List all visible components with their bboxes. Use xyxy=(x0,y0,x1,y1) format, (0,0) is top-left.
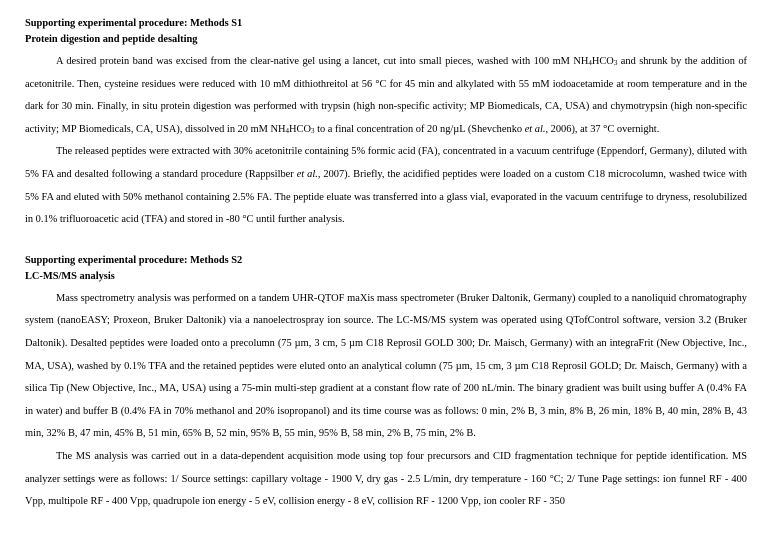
section-spacer xyxy=(25,232,747,253)
paragraph xyxy=(25,141,747,231)
text-run: The released peptides were extracted with 30% acetonitrile containing 5% formic acid (FA), concentrated in a vacuum centrifuge (Eppendorf, Germany), diluted with 5% FA and desalted following a standard procedure (Rappsilber xyxy=(25,146,747,180)
document-page xyxy=(25,16,747,514)
paragraph xyxy=(25,51,747,141)
paragraph: The MS analysis was carried out in a data-dependent acquisition mode using top four precursors and CID fragmentation technique for peptide identification. MS analyzer settings were as follows: 1/ Source settings: capillary voltage - 1900 V, dry gas - 2.5 L/min, dry temperature - 160 °C; 2/ Tune Page settings: ion funnel RF - 400 Vpp, multipole RF - 400 Vpp, quadrupole ion energy - 5 eV, collision energy - 8 eV, collision RF - 1200 Vpp, ion cooler RF - 350 xyxy=(25,450,747,508)
italic-text: et al. xyxy=(524,123,546,135)
text-run: , 2007). Briefly, the acidified peptides were loaded on a custom C18 microcolumn, washed twice with 5% FA and eluted with 50% methanol containing 2.5% FA. The peptide eluate was transferred into a glass vial, evaporated in the vacuum centrifuge to dryness, resolubilized in 0.1% trifluoroacetic acid (TFA) and stored in -80 °C until further analysis. xyxy=(25,168,747,226)
text-run: to a final concentration of 20 ng/µL (Shevchenko xyxy=(314,123,525,135)
text-run: HCO xyxy=(289,123,311,135)
section-subheading: Protein digestion and peptide desalting xyxy=(25,34,198,45)
subscript: 3 xyxy=(613,59,618,67)
section-heading: Supporting experimental procedure: Methods S1 xyxy=(25,18,243,29)
subscript: 3 xyxy=(311,126,315,135)
text-run: , 2006), at 37 °C overnight. xyxy=(545,123,660,135)
text-run: HCO xyxy=(591,56,614,67)
text-run: and shrunk by the addition of acetonitrile. Then, cysteine residues were reduced with 10 mM dithiothreitol at 56 °C for 45 min and alkylated with 55 mM iodoacetamide at room temperature and in the dark for 30 min. Finally, in situ protein digestion was performed with trypsin (high non-specific activity; MP Biomedicals, CA, USA) and chymotrypsin (high non-specific activity; MP Biomedicals, CA, USA), dissolved in 20 mM NH xyxy=(25,56,747,135)
paragraph: Mass spectrometry analysis was performed on a tandem UHR-QTOF maXis mass spectrometer (Bruker Daltonik, Germany) coupled to a nanoliquid chromatography system (nanoEASY; Proxeon, Bruker Daltonik) via a nanoelectrospray ion source. The LC-MS/MS system was operated using QTofControl software, version 3.2 (Bruker Daltonik). Desalted peptides were loaded onto a precolumn (75 µm, 3 cm, 5 µm C18 Reprosil GOLD 300; Dr. Maisch, Germany) with an integraFrit (New Objective, Inc., MA, USA), washed by 0.1% TFA and the retained peptides were eluted onto an analytical column (75 µm, 15 cm, 3 µm C18 Reprosil GOLD; Dr. Maisch, Germany) with a silica Tip (New Objective, Inc., MA, USA) using a 75-min multi-step gradient at a constant flow rate of 200 nL/min. The binary gradient was built using buffer A (0.4% FA in water) and buffer B (0.4% FA in 70% methanol and 20% isopropanol) and its time course was as follows: 0 min, 2% B, 3 min, 8% B, 26 min, 18% B, 40 min, 28% B, 43 min, 32% B, 47 min, 45% B, 51 min, 65% B, 52 min, 95% B, 55 min, 95% B, 58 min, 2% B, 75 min, 2% B. xyxy=(25,292,747,440)
text-run: A desired protein band was excised from the clear-native gel using a lancet, cut into small pieces, washed with 100 mM NH xyxy=(56,56,589,67)
section-subheading: LC-MS/MS analysis xyxy=(25,270,115,282)
subscript: 4 xyxy=(285,126,290,135)
italic-text: et al. xyxy=(296,168,318,180)
section-heading: Supporting experimental procedure: Methods S2 xyxy=(25,254,243,266)
subscript: 4 xyxy=(588,59,592,67)
